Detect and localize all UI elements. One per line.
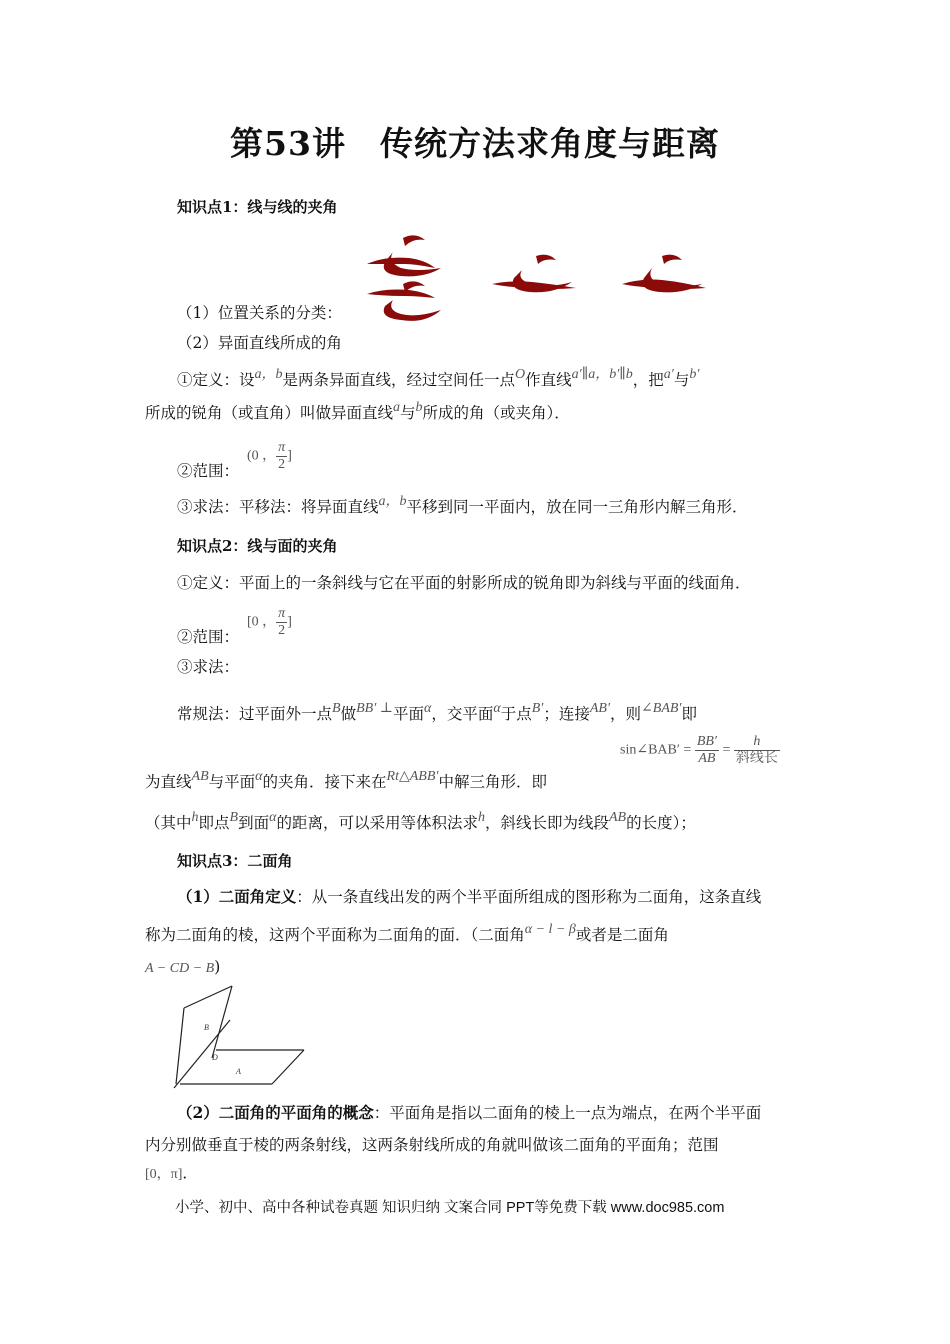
fig-label-d: D [212,1053,218,1062]
math-o: O [515,367,526,382]
kp3-p1-line1: （1）二面角定义：从一条直线出发的两个半平面所组成的图形称为二面角，这条直线 [177,887,762,906]
page-title: 第53讲 传统方法求角度与距离 [230,124,720,163]
deco-glyph-2 [367,281,441,320]
kp2-conventional-line3: （其中h即点B到面α的距离，可以采用等体积法求h，斜线长即为线段AB的长度）； [145,810,696,832]
deco-glyph-1 [367,235,441,276]
fig-label-b: B [204,1023,209,1032]
math-ab: a，b [254,367,283,382]
dihedral-angle-figure [170,980,310,1090]
kp3-p2-line3: [0，π]． [145,1164,198,1182]
kp2-range-value: [0 ， $\frac{\pi}{2}$ ] [247,606,292,638]
kp1-range-value: (0 ， $\frac{\pi}{2}$ ] [247,440,292,472]
page-footer: 小学、初中、高中各种试卷真题 知识归纳 文案合同 PPT等免费下载 www.doc985.com [175,1200,725,1216]
kp1-range-label: ②范围： [177,462,240,480]
kp1-method: ③求法：平移法：将异面直线a，b平移到同一平面内，放在同一三角形内解三角形． [177,494,748,516]
position-relation-figure [360,234,710,324]
kp2-conventional-line1: 常规法：过平面外一点B做BB′ ⊥平面α，交平面α于点B′；连接AB′，则∠BAB′即 [177,701,697,723]
kp1-item2: （2）异面直线所成的角 [177,334,342,352]
kp3-p2-line2: 内分别做垂直于棱的两条射线，这两条射线所成的角就叫做该二面角的平面角；范围 [145,1136,719,1154]
kp1-definition-line1: ①定义：设a，b是两条异面直线，经过空间任一点O作直线a′∥a，b′∥b，把a′与b′ [177,367,700,389]
kp2-definition: ①定义：平面上的一条斜线与它在平面的射影所成的锐角即为斜线与平面的线面角． [177,574,751,592]
kp3-p2-line1: （2）二面角的平面角的概念：平面角是指以二面角的棱上一点为端点，在两个半平面 [177,1103,762,1122]
kp3-heading: 知识点3：二面角 [177,852,293,870]
kp2-method: ③求法： [177,658,240,676]
kp2-range-label: ②范围： [177,628,240,646]
kp2-conventional-line2: 为直线AB与平面α的夹角．接下来在Rt△ABB′中解三角形．即 [145,769,547,791]
kp1-item1: （1）位置关系的分类： [177,304,342,322]
kp1-heading: 知识点1：线与线的夹角 [177,198,338,216]
kp3-p1-line3: A − CD − B) [145,958,221,976]
kp2-heading: 知识点2：线与面的夹角 [177,537,338,555]
deco-glyph-3 [492,255,576,293]
math-parallel: a′∥a，b′∥b [571,367,633,382]
deco-glyph-4 [622,255,706,293]
kp1-definition-line2: 所成的锐角（或直角）叫做异面直线a与b所成的角（或夹角）． [145,400,570,422]
kp3-p1-line2: 称为二面角的棱，这两个平面称为二面角的面．（二面角α − l − β或者是二面角 [145,922,669,944]
kp2-sine-formula: sin∠BAB′ = $\frac{BB'}{AB}$ = $\frac{h}{\text{斜线长}}$ [620,734,778,766]
fig-label-a: A [236,1067,241,1076]
